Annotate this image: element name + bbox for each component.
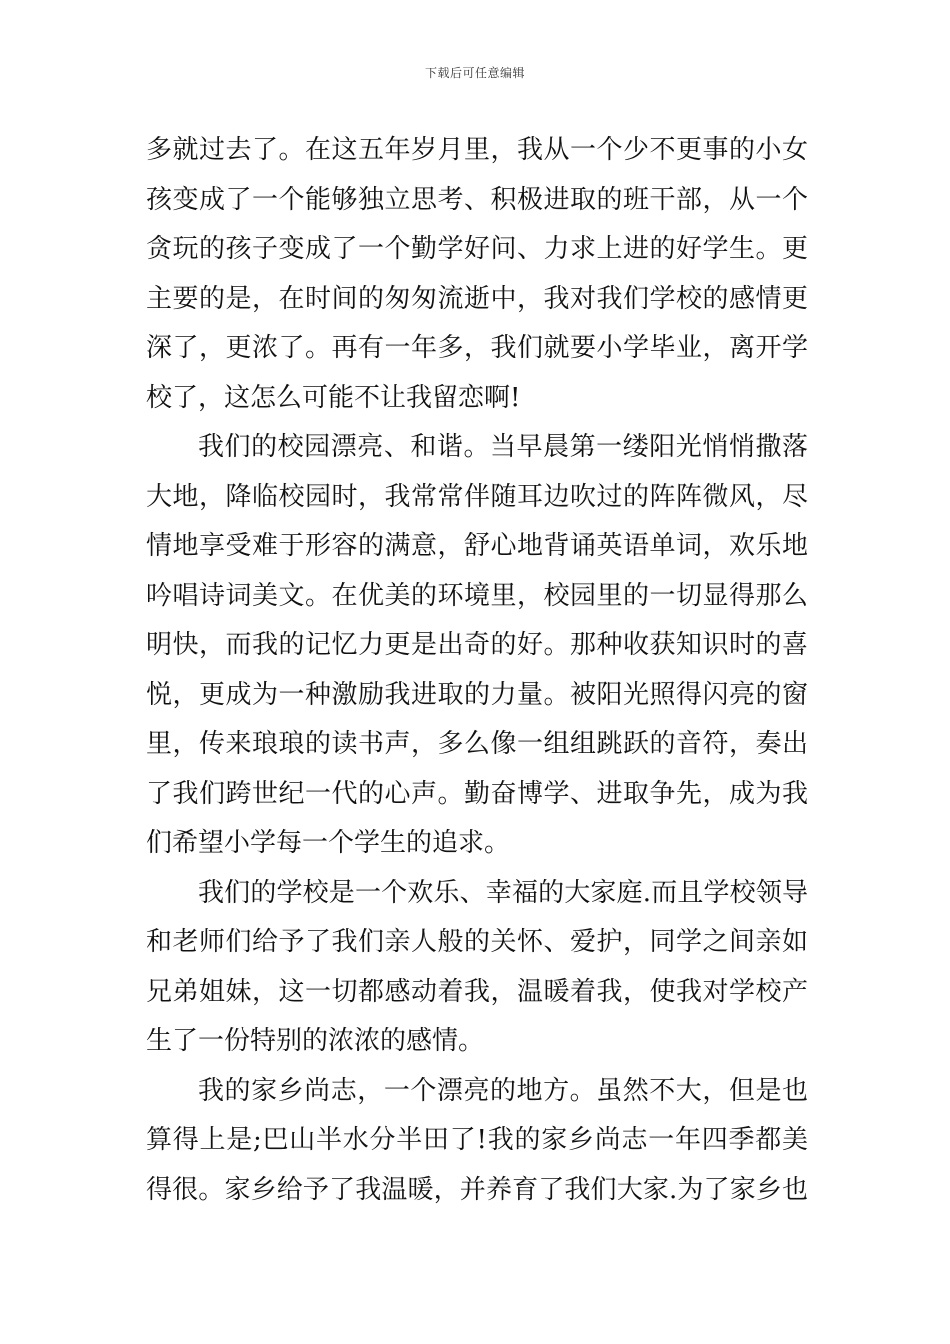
text-line: 里，传来琅琅的读书声，多么像一组组跳跃的音符，奏出 <box>146 729 808 759</box>
text-line: 了我们跨世纪一代的心声。勤奋博学、进取争先，成为我 <box>146 778 808 809</box>
text-line: 算得上是;巴山半水分半田了!我的家乡尚志一年四季都美 <box>146 1125 808 1155</box>
text-line: 我们的校园漂亮、和谐。当早晨第一缕阳光悄悄撒落 <box>198 432 808 462</box>
text-line: 吟唱诗词美文。在优美的环境里，校园里的一切显得那么 <box>146 580 808 611</box>
text-line: 孩变成了一个能够独立思考、积极进取的班干部，从一个 <box>146 184 808 215</box>
body-text <box>146 126 808 1215</box>
text-line: 多就过去了。在这五年岁月里，我从一个少不更事的小女 <box>146 135 808 165</box>
text-line: 明快，而我的记忆力更是出奇的好。那种收获知识时的喜 <box>146 630 808 660</box>
text-line: 情地享受难于形容的满意，舒心地背诵英语单词，欢乐地 <box>146 531 808 561</box>
text-line: 们希望小学每一个学生的追求。 <box>146 828 511 858</box>
text-line: 得很。家乡给予了我温暖，并养育了我们大家.为了家乡也 <box>146 1174 808 1205</box>
text-line: 大地，降临校园时，我常常伴随耳边吹过的阵阵微风，尽 <box>146 481 808 512</box>
text-line: 我的家乡尚志，一个漂亮的地方。虽然不大，但是也 <box>198 1075 808 1106</box>
text-line: 悦，更成为一种激励我进取的力量。被阳光照得闪亮的窗 <box>146 679 808 710</box>
text-line: 我们的学校是一个欢乐、幸福的大家庭.而且学校领导 <box>198 877 808 908</box>
text-line: 校了，这怎么可能不让我留恋啊! <box>146 382 521 413</box>
text-line: 和老师们给予了我们亲人般的关怀、爱护，同学之间亲如 <box>146 927 808 957</box>
text-line: 贪玩的孩子变成了一个勤学好问、力求上进的好学生。更 <box>146 234 808 264</box>
page-header: 下载后可任意编辑 <box>424 66 525 80</box>
text-line: 深了，更浓了。再有一年多，我们就要小学毕业，离开学 <box>146 333 808 363</box>
text-line: 生了一份特别的浓浓的感情。 <box>146 1026 485 1056</box>
text-line: 兄弟姐妹，这一切都感动着我，温暖着我，使我对学校产 <box>146 976 808 1007</box>
text-line: 主要的是，在时间的匆匆流逝中，我对我们学校的感情更 <box>146 283 808 314</box>
